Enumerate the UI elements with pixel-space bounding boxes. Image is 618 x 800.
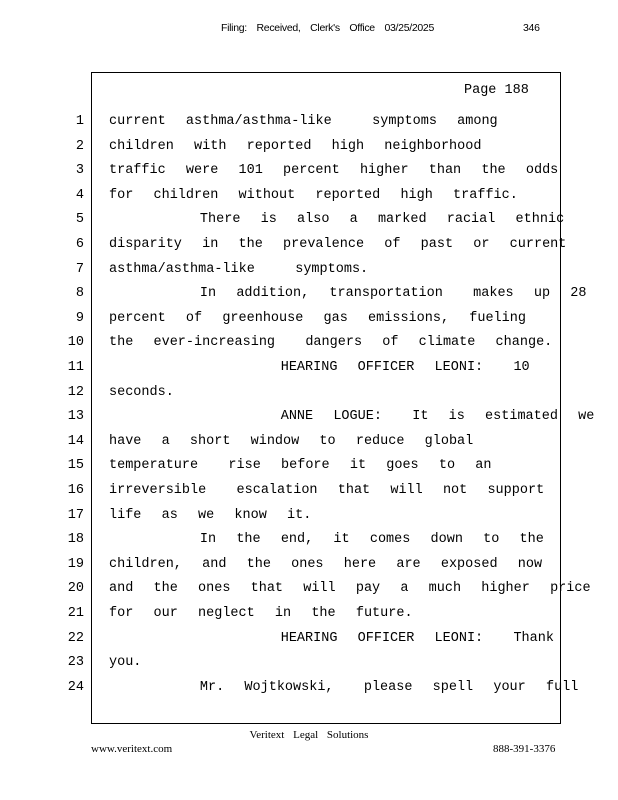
transcript-line-text: for our neglect in the future.: [109, 606, 413, 621]
transcript-line-text: disparity in the prevalence of past or current: [109, 237, 567, 252]
line-number: 6: [75, 237, 84, 252]
line-number: 7: [75, 261, 84, 277]
transcript-line-text: HEARING OFFICER LEONI: 10: [109, 360, 530, 375]
line-number: 23: [67, 655, 84, 671]
transcript-line-text: current asthma/asthma-like symptoms among: [109, 114, 498, 129]
transcript-line-text: and the ones that will pay a much higher price: [109, 581, 591, 597]
line-number: 16: [67, 483, 84, 498]
line-number: 22: [67, 630, 84, 646]
line-number: 24: [67, 679, 84, 695]
line-number: 12: [67, 384, 84, 400]
document-page-number: 346: [523, 22, 540, 34]
transcript-line-text: children, and the ones here are exposed now: [109, 556, 543, 572]
transcript-line-text: irreversible escalation that will not support: [109, 483, 545, 498]
transcript-line-text: There is also a marked racial ethnic: [109, 212, 565, 228]
transcript-line-text: HEARING OFFICER LEONI: Thank: [109, 630, 554, 646]
line-number: 17: [67, 507, 84, 523]
line-number: 19: [67, 556, 84, 572]
transcript-line-text: Mr. Wojtkowski, please spell your full: [109, 679, 579, 695]
transcript-line-text: life as we know it.: [109, 507, 312, 523]
line-number: 2: [75, 138, 84, 154]
transcript-line-text: the ever-increasing dangers of climate change.: [109, 335, 553, 351]
line-number: 10: [67, 335, 84, 351]
filing-stamp: Filing: Received, Clerk's Office 03/25/2025: [221, 22, 435, 34]
transcript-line-text: percent of greenhouse gas emissions, fueling: [109, 310, 526, 326]
line-number: 8: [75, 286, 84, 302]
line-number: 4: [75, 187, 84, 203]
line-number: 3: [75, 163, 84, 179]
filing-header: [0, 22, 618, 38]
transcript-line-text: children with reported high neighborhood: [109, 138, 482, 154]
line-number: 14: [67, 433, 84, 449]
transcript-line-text: you.: [109, 655, 142, 671]
transcript-page-label: Page 188: [464, 83, 529, 98]
footer-company: Veritext Legal Solutions: [249, 729, 369, 741]
transcript-line-text: for children without reported high traffic.: [109, 187, 518, 203]
line-number: 20: [67, 581, 84, 597]
line-number: 21: [67, 606, 84, 621]
transcript-line-text: In the end, it comes down to the: [109, 532, 544, 548]
line-number: 5: [75, 212, 84, 228]
transcript-line-text: temperature rise before it goes to an: [109, 458, 492, 474]
transcript-line-text: asthma/asthma-like symptoms.: [109, 261, 369, 277]
footer-website: www.veritext.com: [91, 743, 173, 755]
transcript-line-text: ANNE LOGUE: It is estimated we: [109, 409, 595, 425]
transcript-line-text: have a short window to reduce global: [109, 433, 474, 449]
line-number: 11: [67, 360, 84, 375]
line-number: 18: [67, 532, 84, 548]
line-number: 15: [67, 458, 84, 474]
line-number: 9: [75, 310, 84, 326]
line-number: 13: [67, 409, 84, 425]
transcript-line-text: In addition, transportation makes up 28: [109, 286, 587, 302]
footer-phone: 888-391-3376: [493, 743, 556, 755]
transcript-line-text: seconds.: [109, 384, 174, 400]
transcript-line-text: traffic were 101 percent higher than the odds: [109, 163, 559, 179]
line-number: 1: [75, 114, 84, 129]
